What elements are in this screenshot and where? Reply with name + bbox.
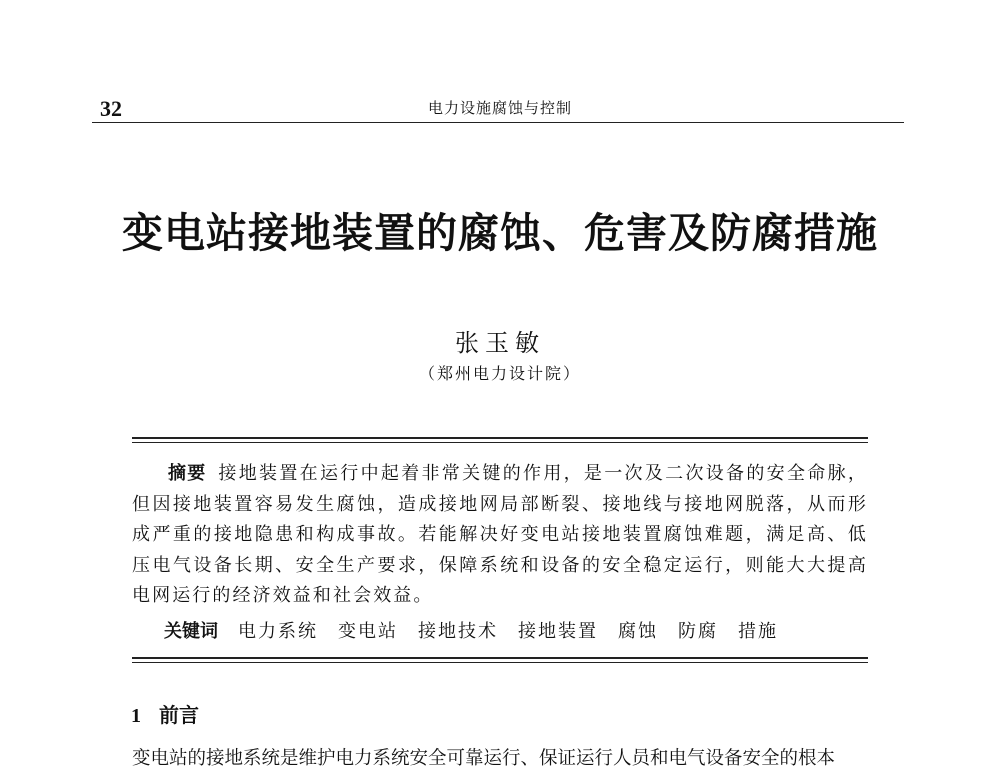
- abstract-top-rule: [132, 437, 868, 439]
- keyword-item: 电力系统: [238, 621, 318, 642]
- abstract-bottom-rule: [132, 657, 868, 659]
- keywords: [164, 617, 798, 647]
- page-number: 32: [100, 96, 122, 121]
- keyword-item: 防腐: [678, 621, 718, 642]
- keyword-item: 接地装置: [518, 621, 598, 642]
- abstract: [132, 459, 868, 612]
- section-number: 1: [131, 705, 141, 727]
- keyword-item: 腐蚀: [618, 621, 658, 642]
- section-title: 前言: [159, 703, 199, 727]
- journal-title: 电力设施腐蚀与控制: [427, 99, 572, 117]
- body-paragraph: 变电站的接地系统是维护电力系统安全可靠运行、保证运行人员和电气设备安全的根本: [132, 748, 836, 769]
- keyword-item: 措施: [738, 621, 778, 642]
- article-title: 变电站接地装置的腐蚀、危害及防腐措施: [122, 209, 878, 257]
- keyword-item: 变电站: [338, 621, 398, 642]
- keywords-label: 关键词: [164, 621, 218, 642]
- author-affiliation: （郑州电力设计院）: [418, 364, 581, 383]
- abstract-label: 摘要: [168, 463, 207, 484]
- section-heading: [131, 699, 199, 728]
- abstract-text: 接地装置在运行中起着非常关键的作用，是一次及二次设备的安全命脉，但因接地装置容易发生腐蚀，造成接地网局部断裂、接地线与接地网脱落，从而形成严重的接地隐患和构成事故。若能解决好变电站接地装置腐蚀难题，满足高、低压电气设备长期、安全生产要求，保障系统和设备的安全稳定运行，则能大大提高电网运行的经济效益和社会效益。: [132, 463, 869, 606]
- author-name: 张玉敏: [455, 329, 545, 357]
- keyword-item: 接地技术: [418, 621, 498, 642]
- header-rule: [92, 122, 904, 123]
